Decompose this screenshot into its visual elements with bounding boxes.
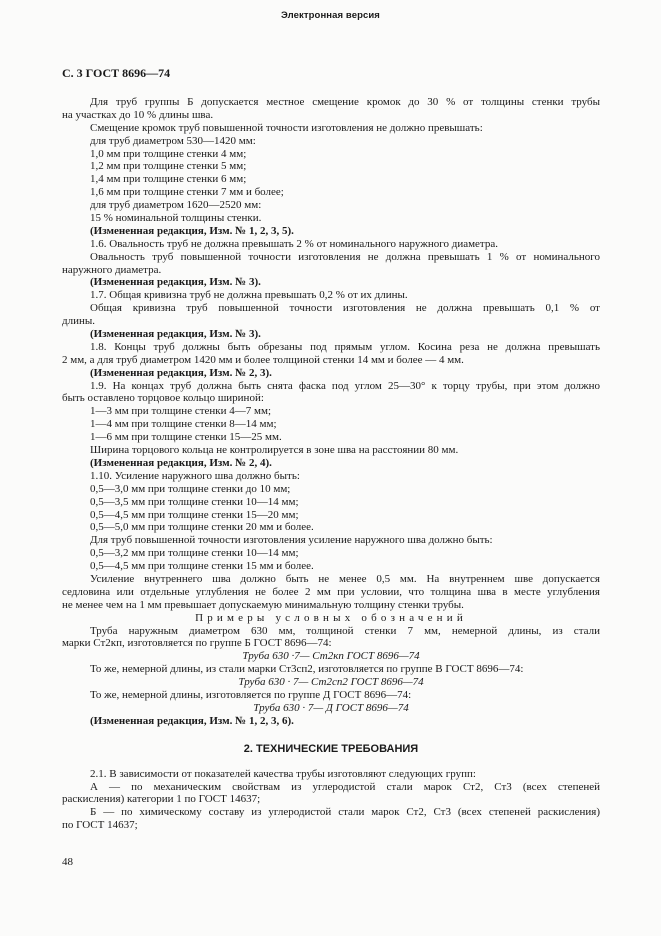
- text-line: Для труб группы Б допускается местное смещение кромок до 30 % от толщины стенки трубы: [90, 96, 600, 108]
- page-number: 48: [62, 856, 73, 868]
- text-line: Труба 630 · 7— Д ГОСТ 8696—74: [253, 701, 409, 714]
- text-line: (Измененная редакция, Изм. № 3).: [90, 276, 261, 289]
- text-line: 1,2 мм при толщине стенки 5 мм;: [90, 160, 247, 173]
- text-line: 15 % номинальной толщины стенки.: [90, 212, 262, 225]
- text-line: То же, немерной длины, из стали марки Ст3сп2, изготовляется по группе В ГОСТ 8696—74:: [90, 663, 524, 676]
- section-heading: 2. ТЕХНИЧЕСКИЕ ТРЕБОВАНИЯ: [243, 742, 419, 755]
- text-line: Смещение кромок труб повышенной точности изготовления не должно превышать:: [90, 121, 483, 134]
- text-line: (Измененная редакция, Изм. № 2, 3).: [90, 366, 272, 379]
- text-line: на участках до 10 % длины шва.: [62, 108, 214, 121]
- text-line: Для труб повышенной точности изготовления усиление наружного шва должно быть:: [90, 534, 493, 547]
- text-line: Труба 630 ·7— Ст2кп ГОСТ 8696—74: [242, 650, 420, 663]
- document-body: [62, 96, 600, 832]
- text-line: 0,5—3,5 мм при толщине стенки 10—14 мм;: [90, 495, 299, 508]
- text-line: быть оставлено торцовое кольцо шириной:: [62, 392, 264, 405]
- text-line: 0,5—3,2 мм при толщине стенки 10—14 мм;: [90, 547, 299, 560]
- text-line: 0,5—4,5 мм при толщине стенки 15—20 мм;: [90, 508, 299, 521]
- text-line: Овальность труб повышенной точности изготовления не должна превышать 1 % от номинального: [90, 250, 600, 263]
- text-line: не менее чем на 1 мм превышает допускаемую минимальную толщину стенки трубы.: [62, 598, 464, 611]
- text-line: Примеры условных обозначений: [195, 611, 467, 624]
- text-line: для труб диаметром 530—1420 мм:: [90, 134, 256, 147]
- text-line: (Измененная редакция, Изм. № 1, 2, 3, 5).: [90, 224, 294, 237]
- text-line: для труб диаметром 1620—2520 мм:: [90, 199, 262, 212]
- text-line: 0,5—3,0 мм при толщине стенки до 10 мм;: [90, 482, 291, 495]
- text-block-clause-1: [62, 96, 600, 728]
- text-line: То же, немерной длины, изготовляется по группе Д ГОСТ 8696—74:: [90, 688, 412, 701]
- text-line: 1—6 мм при толщине стенки 15—25 мм.: [90, 431, 282, 444]
- text-line: Ширина торцового кольца не контролируется в зоне шва на расстоянии 80 мм.: [90, 444, 459, 457]
- text-line: 1—3 мм при толщине стенки 4—7 мм;: [90, 405, 271, 418]
- text-line: (Измененная редакция, Изм. № 2, 4).: [90, 456, 272, 469]
- text-line: 1.6. Овальность труб не должна превышать 2 % от номинального наружного диаметра.: [90, 237, 498, 250]
- text-line: А — по механическим свойствам из углеродистой стали марок Ст2, Ст3 (всех степеней: [90, 780, 600, 793]
- text-line: 1,6 мм при толщине стенки 7 мм и более;: [90, 186, 284, 199]
- text-line: (Измененная редакция, Изм. № 1, 2, 3, 6).: [90, 714, 294, 727]
- text-line: 0,5—4,5 мм при толщине стенки 15 мм и более.: [90, 560, 314, 573]
- text-line: Усиление внутреннего шва должно быть не менее 0,5 мм. На внутреннем шве допускается: [90, 572, 600, 585]
- text-line: 1—4 мм при толщине стенки 8—14 мм;: [90, 418, 277, 431]
- text-line: раскисления) категории 1 по ГОСТ 14637;: [62, 793, 261, 806]
- text-line: 1.8. Концы труб должны быть обрезаны под прямым углом. Косина реза не должна превышать: [90, 340, 600, 353]
- running-header: Электронная версия: [281, 10, 380, 21]
- text-line: 0,5—5,0 мм при толщине стенки 20 мм и более.: [90, 521, 314, 534]
- text-line: Общая кривизна труб повышенной точности изготовления не должна превышать 0,1 % от: [90, 302, 600, 315]
- text-line: Труба 630 · 7— Ст2сп2 ГОСТ 8696—74: [238, 676, 424, 689]
- text-line: 2 мм, а для труб диаметром 1420 мм и более толщиной стенки 14 мм и более — 4 мм.: [62, 353, 464, 366]
- text-line: 1,4 мм при толщине стенки 6 мм;: [90, 173, 247, 186]
- document-reference: С. 3 ГОСТ 8696—74: [62, 66, 171, 80]
- text-line: (Измененная редакция, Изм. № 3).: [90, 328, 261, 341]
- text-line: марки Ст2кп, изготовляется по группе Б ГОСТ 8696—74:: [62, 637, 332, 650]
- text-line: 2.1. В зависимости от показателей качества трубы изготовляют следующих групп:: [90, 767, 476, 780]
- text-line: длины.: [62, 315, 95, 328]
- text-line: 1.10. Усиление наружного шва должно быть:: [90, 469, 300, 482]
- text-line: наружного диаметра.: [62, 263, 162, 276]
- text-line: по ГОСТ 14637;: [62, 819, 138, 832]
- text-line: 1,0 мм при толщине стенки 4 мм;: [90, 147, 247, 160]
- text-line: 1.9. На концах труб должна быть снята фаска под углом 25—30° к торцу трубы, при этом должно: [90, 379, 600, 392]
- text-block-clause-2: [62, 768, 600, 832]
- text-line: Труба наружным диаметром 630 мм, толщиной стенки 7 мм, немерной длины, из стали: [90, 624, 600, 637]
- text-line: 1.7. Общая кривизна труб не должна превышать 0,2 % от их длины.: [90, 289, 408, 302]
- text-line: седловина или отдельные углубления не более 2 мм при условии, что толщина шва в месте углубления: [62, 585, 600, 598]
- text-line: Б — по химическому составу из углеродистой стали марок Ст2, Ст3 (всех степеней раскисления): [90, 806, 600, 819]
